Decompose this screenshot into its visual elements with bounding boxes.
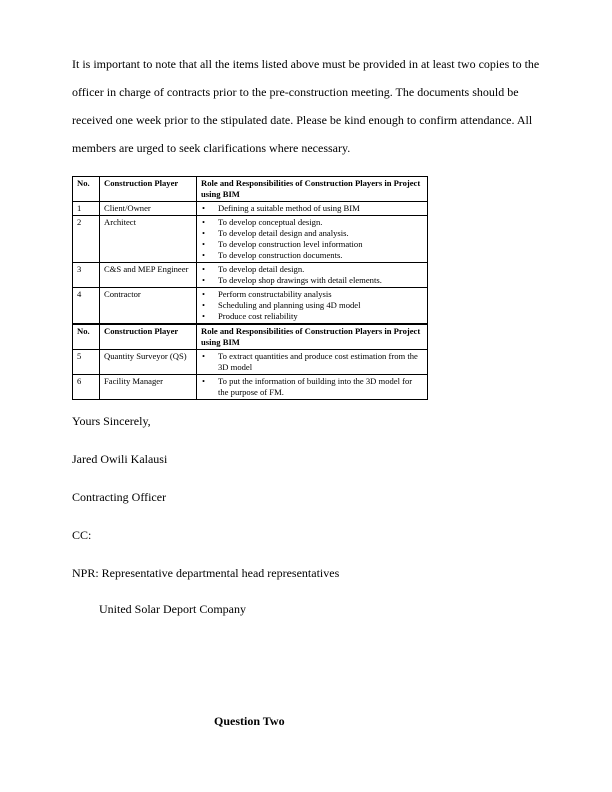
header-role: Role and Responsibilities of Construction Players in Project using BIM [197,177,428,202]
row-number: 6 [73,375,100,400]
row-number: 3 [73,263,100,288]
role-list [201,203,423,214]
role-list [201,289,423,322]
row-player: Facility Manager [100,375,197,400]
row-player: Quantity Surveyor (QS) [100,350,197,375]
table-body [73,202,428,324]
role-item: • Produce cost reliability [201,311,423,322]
role-item: • Perform constructability analysis [201,289,423,300]
table-row [73,202,428,216]
role-item: • To develop detail design and analysis. [201,228,423,239]
role-list [201,217,423,261]
row-player: C&S and MEP Engineer [100,263,197,288]
row-player: Contractor [100,288,197,324]
header-no: No. [73,325,100,350]
role-list [201,264,423,286]
bim-roles-table-1 [72,176,428,324]
row-player: Client/Owner [100,202,197,216]
role-item: • To develop shop drawings with detail elements. [201,275,423,286]
company-name: United Solar Deport Company [99,602,246,616]
role-item: • To develop construction level information [201,239,423,250]
role-item: • To extract quantities and produce cost estimation from the 3D model [201,351,423,373]
bim-roles-table-2 [72,324,428,400]
row-roles [197,216,428,263]
intro-paragraph: It is important to note that all the items listed above must be provided in at least two copies to the officer in charge of contracts prior to the pre-construction meeting. The documents should be received one week prior to the stipulated date. Please be kind enough to confirm attendance. All members are urged to seek clarifications where necessary. [72,57,540,155]
signatory-name: Jared Owili Kalausi [72,452,168,466]
next-section-heading: Question Two [214,714,285,728]
table-body [73,350,428,400]
row-number: 2 [73,216,100,263]
cc-label: CC: [72,528,92,542]
header-no: No. [73,177,100,202]
row-number: 4 [73,288,100,324]
table-row [73,350,428,375]
closing-salutation: Yours Sincerely, [72,414,151,428]
role-list [201,376,423,398]
row-roles [197,263,428,288]
row-roles [197,202,428,216]
table-row [73,216,428,263]
header-player: Construction Player [100,325,197,350]
table-header-row [73,177,428,202]
row-roles [197,350,428,375]
role-item: • Defining a suitable method of using BIM [201,203,423,214]
row-roles [197,375,428,400]
header-player: Construction Player [100,177,197,202]
header-role: Role and Responsibilities of Construction Players in Project using BIM [197,325,428,350]
role-item: • To develop construction documents. [201,250,423,261]
role-item: • Scheduling and planning using 4D model [201,300,423,311]
table-row [73,288,428,324]
row-number: 5 [73,350,100,375]
row-player: Architect [100,216,197,263]
table-row [73,375,428,400]
role-item: • To put the information of building into the 3D model for the purpose of FM. [201,376,423,398]
npr-line: NPR: Representative departmental head representatives [72,566,340,580]
row-roles [197,288,428,324]
signatory-title: Contracting Officer [72,490,167,504]
role-item: • To develop conceptual design. [201,217,423,228]
role-list [201,351,423,373]
row-number: 1 [73,202,100,216]
table-header-row [73,325,428,350]
role-item: • To develop detail design. [201,264,423,275]
table-row [73,263,428,288]
